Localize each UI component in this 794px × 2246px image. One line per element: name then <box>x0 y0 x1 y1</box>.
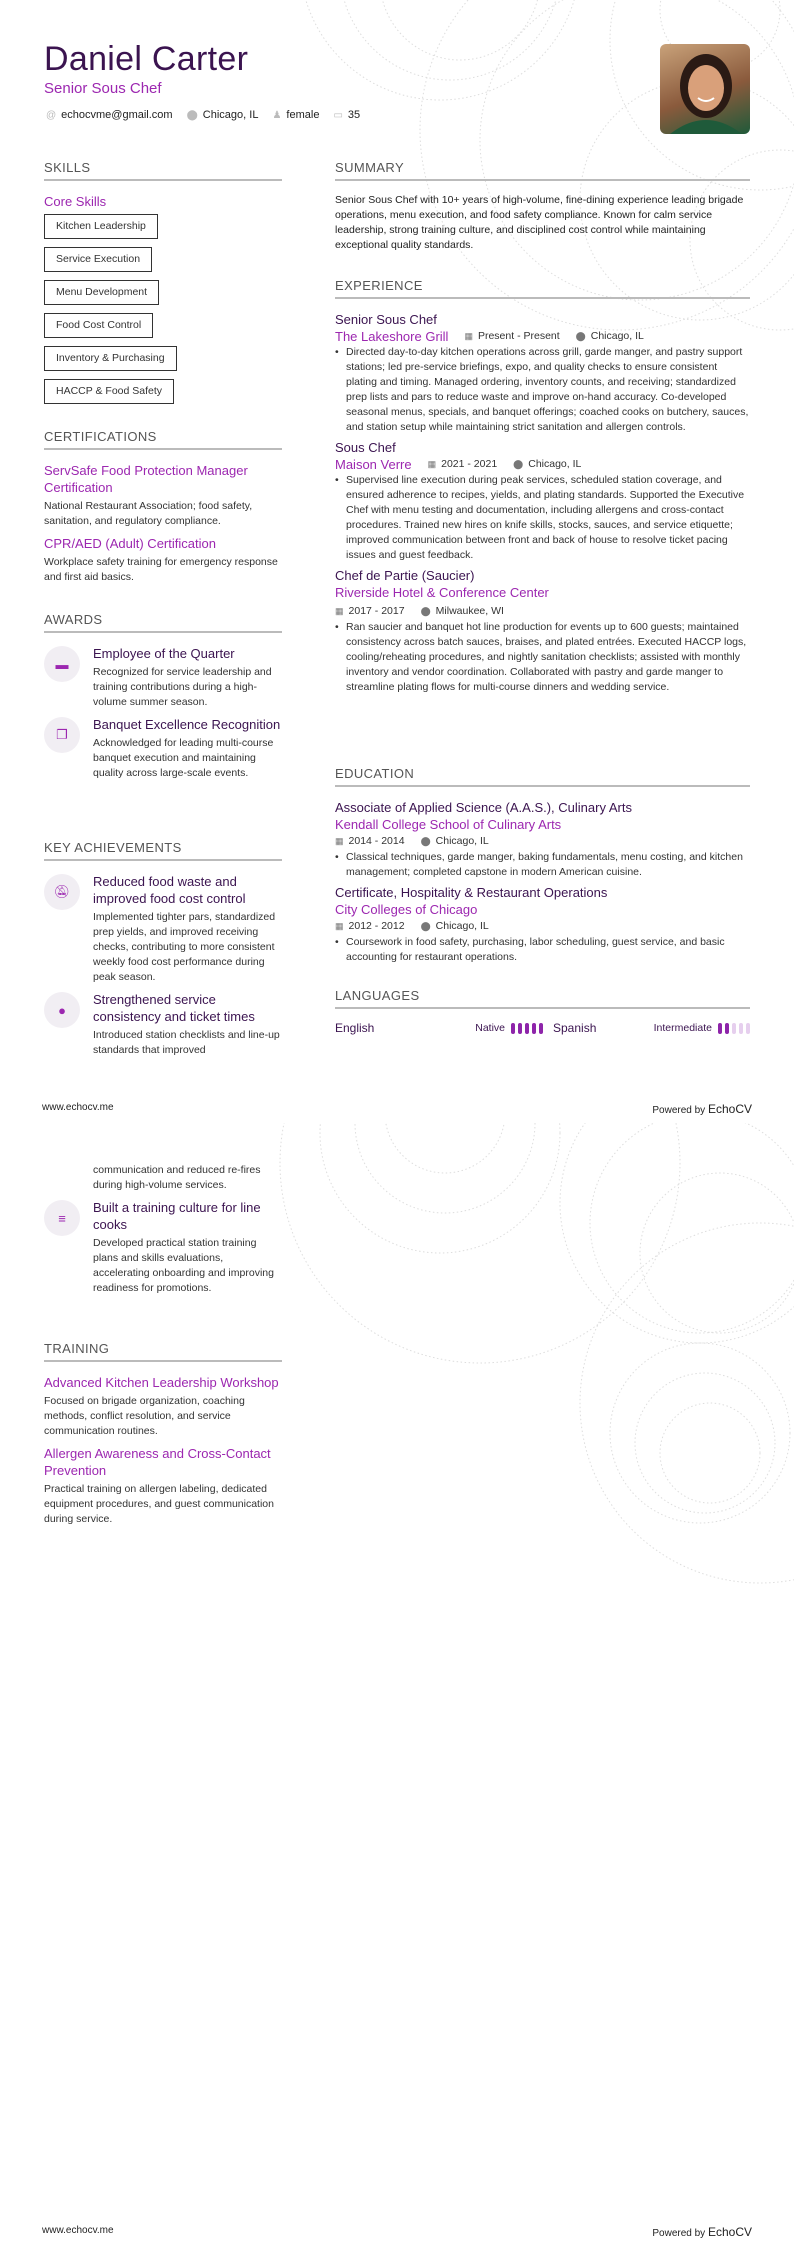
summary-text: Senior Sous Chef with 10+ years of high-volume, fine-dining experience leading brigade operations, menu execution, and food safety compliance. Known for calm service leadership, strong training culture, and disciplined cost control while maintaining exceptional quality standards. <box>335 194 744 251</box>
location-text: Chicago, IL <box>590 330 644 342</box>
language-bars <box>511 1023 543 1034</box>
skill-tag: Service Execution <box>44 247 152 272</box>
calendar-icon: ▦ <box>464 331 473 341</box>
language-name: English <box>335 1021 375 1035</box>
calendar-icon: ▦ <box>427 459 437 469</box>
job-role: Senior Sous Chef <box>335 312 437 327</box>
job-bullet: • Directed day-to-day kitchen operations across grill, garde manger, and pastry support stations; led pre-service briefings, expo, and quality checks to ensure consistent plating and timing. Managed ordering, inventory counts, and receiving; standardized prep lists and pars to reduce waste and improve on-hand accuracy. Co-developed seasonal menus, specials, and banquet offerings; coached cooks on butchery, sauces, and station setup while maintaining strict sanitation and allergen controls. <box>335 345 750 435</box>
calendar-icon: ▦ <box>335 606 344 616</box>
summary-section <box>335 160 750 253</box>
experience-section <box>335 278 750 699</box>
section-heading: KEY ACHIEVEMENTS <box>44 840 282 861</box>
job-role: Sous Chef <box>335 440 396 455</box>
language-item <box>335 1021 543 1035</box>
achievement-desc: Introduced station checklists and line-up standards that improved <box>93 1029 280 1056</box>
edu-dates <box>335 833 405 850</box>
dates-text: 2021 - 2021 <box>441 458 498 470</box>
location-text: Chicago, IL <box>435 920 489 932</box>
job-location <box>513 456 581 473</box>
location-text: Chicago, IL <box>528 458 582 470</box>
gender-text: female <box>286 109 320 121</box>
certification-item <box>44 462 282 529</box>
achievement-title: Built a training culture for line cooks <box>93 1200 261 1232</box>
skill-tag: Inventory & Purchasing <box>44 346 177 371</box>
list-icon: ≡ <box>44 1200 80 1236</box>
education-section <box>335 766 750 969</box>
level-bar-filled <box>518 1023 522 1034</box>
job-dates <box>335 603 405 620</box>
job-dates <box>428 456 498 473</box>
achievements-continued <box>44 1163 282 1302</box>
ticket-icon: ▬ <box>44 646 80 682</box>
candidate-title: Senior Sous Chef <box>44 80 162 97</box>
achievement-title: Strengthened service consistency and ticket times <box>93 992 255 1024</box>
language-name: Spanish <box>553 1021 597 1035</box>
training-title: Advanced Kitchen Leadership Workshop <box>44 1375 279 1390</box>
education-item <box>335 799 750 880</box>
bell-slash-icon: 🔕︎ <box>44 874 80 910</box>
brand-text: EchoCV <box>707 2225 752 2239</box>
level-bar-filled <box>511 1023 515 1034</box>
contact-gender <box>272 109 319 121</box>
powered-text: Powered by <box>652 2228 706 2239</box>
award-desc: Acknowledged for leading multi-course banquet execution and maintaining quality across large-scale events. <box>93 737 274 779</box>
languages-section <box>335 988 750 1035</box>
award-title: Employee of the Quarter <box>93 646 235 661</box>
person-icon: ♟ <box>272 110 282 121</box>
achievement-item <box>44 1199 282 1296</box>
skill-tag: Kitchen Leadership <box>44 214 158 239</box>
location-icon: ⬤ <box>420 606 431 616</box>
edu-bullet: • Coursework in food safety, purchasing, labor scheduling, guest service, and basic accounting for restaurant operations. <box>335 935 750 965</box>
dates-text: 2017 - 2017 <box>348 605 405 617</box>
location-icon: ⬤ <box>420 921 431 931</box>
company-name: Maison Verre <box>335 457 412 472</box>
certification-desc: National Restaurant Association; food safety, sanitation, and regulatory compliance. <box>44 500 253 527</box>
section-heading: TRAINING <box>44 1341 282 1362</box>
school: Kendall College School of Culinary Arts <box>335 817 562 832</box>
skill-tag: Menu Development <box>44 280 159 305</box>
profile-photo <box>660 44 750 134</box>
school: City Colleges of Chicago <box>335 902 478 917</box>
certification-desc: Workplace safety training for emergency response and first aid basics. <box>44 556 278 583</box>
comment-icon: ● <box>44 992 80 1028</box>
achievement-desc: Developed practical station training plans and skills evaluations, accelerating onboarding and improving readiness for promotions. <box>93 1237 274 1294</box>
file-copy-icon: ❐ <box>44 717 80 753</box>
dates-text: Present - Present <box>477 330 560 342</box>
language-item <box>543 1021 750 1035</box>
location-text: Milwaukee, WI <box>435 605 504 617</box>
job-location <box>421 603 504 620</box>
location-icon: ⬤ <box>575 331 586 341</box>
training-section <box>44 1341 282 1533</box>
award-item <box>44 645 282 710</box>
location-icon: ⬤ <box>186 110 198 121</box>
degree: Associate of Applied Science (A.A.S.), Culinary Arts <box>335 800 632 815</box>
level-bar-empty <box>732 1023 736 1034</box>
edu-dates <box>335 918 405 935</box>
location-text: Chicago, IL <box>435 835 489 847</box>
language-level: Intermediate <box>653 1022 712 1034</box>
award-title: Banquet Excellence Recognition <box>93 717 281 732</box>
skills-section <box>44 160 282 412</box>
company-name: The Lakeshore Grill <box>335 329 449 344</box>
contact-location <box>187 109 259 121</box>
location-icon: ⬤ <box>513 459 524 469</box>
level-bar-filled <box>532 1023 536 1034</box>
certifications-section <box>44 429 282 591</box>
section-heading: SKILLS <box>44 160 282 181</box>
section-heading: EDUCATION <box>335 766 750 787</box>
awards-section <box>44 612 282 787</box>
certification-item <box>44 535 282 585</box>
skill-tag: Food Cost Control <box>44 313 153 338</box>
contact-age <box>333 109 360 121</box>
footer-site[interactable]: www.echocv.me <box>42 2225 114 2236</box>
experience-item <box>335 311 750 435</box>
training-item <box>44 1374 282 1439</box>
powered-text: Powered by <box>652 1105 706 1116</box>
skill-group-title: Core Skills <box>44 194 107 209</box>
level-bar-empty <box>746 1023 750 1034</box>
edu-bullet: • Classical techniques, garde manger, baking fundamentals, menu costing, and kitchen management; completed capstone in modern American cuisine. <box>335 850 750 880</box>
level-bar-empty <box>739 1023 743 1034</box>
job-role: Chef de Partie (Saucier) <box>335 568 475 583</box>
section-heading: LANGUAGES <box>335 988 750 1009</box>
achievement-item <box>44 873 282 985</box>
education-item <box>335 884 750 965</box>
section-heading: SUMMARY <box>335 160 750 181</box>
age-text: 35 <box>347 109 361 121</box>
candidate-name: Daniel Carter <box>44 40 249 78</box>
experience-item <box>335 439 750 563</box>
company-name: Riverside Hotel & Conference Center <box>335 585 549 600</box>
achievement-item <box>44 991 282 1058</box>
contact-email[interactable] <box>46 109 173 121</box>
page-2 <box>0 1123 794 2246</box>
job-dates <box>464 328 559 345</box>
at-icon: @ <box>46 110 57 121</box>
edu-location <box>421 833 489 850</box>
achievement-desc: Implemented tighter pars, standardized prep yields, and improved receiving checks, contributing to more consistent weekly food cost performance during peak season. <box>93 911 276 983</box>
language-bars <box>718 1023 750 1034</box>
calendar-icon: ▭ <box>333 110 343 121</box>
section-heading: EXPERIENCE <box>335 278 750 299</box>
job-location <box>576 328 644 345</box>
job-bullet: • Supervised line execution during peak services, scheduled station coverage, and ensured adherence to recipes, yields, and plating standards. Supported the Executive Chef with menu testing and documentation, including allergens and cross-contact procedures. Trained new hires on knife skills, stocks, sauces, and service etiquette; improved communication between front and back of house to resolve ticket pacing issues and guest feedback. <box>335 473 750 563</box>
calendar-icon: ▦ <box>335 921 344 931</box>
language-level: Native <box>475 1022 505 1034</box>
degree: Certificate, Hospitality & Restaurant Operations <box>335 885 608 900</box>
award-item <box>44 716 282 781</box>
training-item <box>44 1445 282 1527</box>
email-text: echocvme@gmail.com <box>61 109 173 121</box>
location-icon: ⬤ <box>420 836 431 846</box>
skill-tag: HACCP & Food Safety <box>44 379 174 404</box>
level-bar-filled <box>525 1023 529 1034</box>
certification-title: CPR/AED (Adult) Certification <box>44 536 216 551</box>
level-bar-filled <box>725 1023 729 1034</box>
training-desc: Focused on brigade organization, coaching methods, conflict resolution, and service communication routines. <box>44 1395 245 1437</box>
edu-location <box>421 918 489 935</box>
brand-text: EchoCV <box>707 1102 752 1116</box>
training-title: Allergen Awareness and Cross-Contact Prevention <box>44 1446 271 1478</box>
job-bullet: • Ran saucier and banquet hot line production for events up to 600 guests; maintained consistency across batch sauces, braises, and plated entrées. Executed HACCP logs, cooling/reheating procedures, and nightly sanitation checklists; assisted with monthly inventory and vendor coordination. Collaborated with pastry and garde manger to streamline plating flows for multi-course dinners and wedding service. <box>335 620 750 695</box>
footer-powered <box>652 2225 752 2239</box>
experience-item <box>335 567 750 695</box>
level-bar-filled <box>718 1023 722 1034</box>
dates-text: 2012 - 2012 <box>348 920 405 932</box>
contact-row <box>46 109 360 121</box>
dates-text: 2014 - 2014 <box>348 835 405 847</box>
certification-title: ServSafe Food Protection Manager Certification <box>44 463 248 495</box>
training-desc: Practical training on allergen labeling, dedicated equipment procedures, and guest communication during service. <box>44 1483 274 1525</box>
footer-powered <box>652 1102 752 1116</box>
section-heading: AWARDS <box>44 612 282 633</box>
achievement-desc-continued: communication and reduced re-fires during high-volume services. <box>93 1164 261 1191</box>
achievements-section <box>44 840 282 1064</box>
location-text: Chicago, IL <box>202 109 259 121</box>
footer-site[interactable]: www.echocv.me <box>42 1102 114 1113</box>
calendar-icon: ▦ <box>335 836 344 846</box>
section-heading: CERTIFICATIONS <box>44 429 282 450</box>
achievement-title: Reduced food waste and improved food cost control <box>93 874 246 906</box>
award-desc: Recognized for service leadership and training contributions during a high-volume summer season. <box>93 666 272 708</box>
